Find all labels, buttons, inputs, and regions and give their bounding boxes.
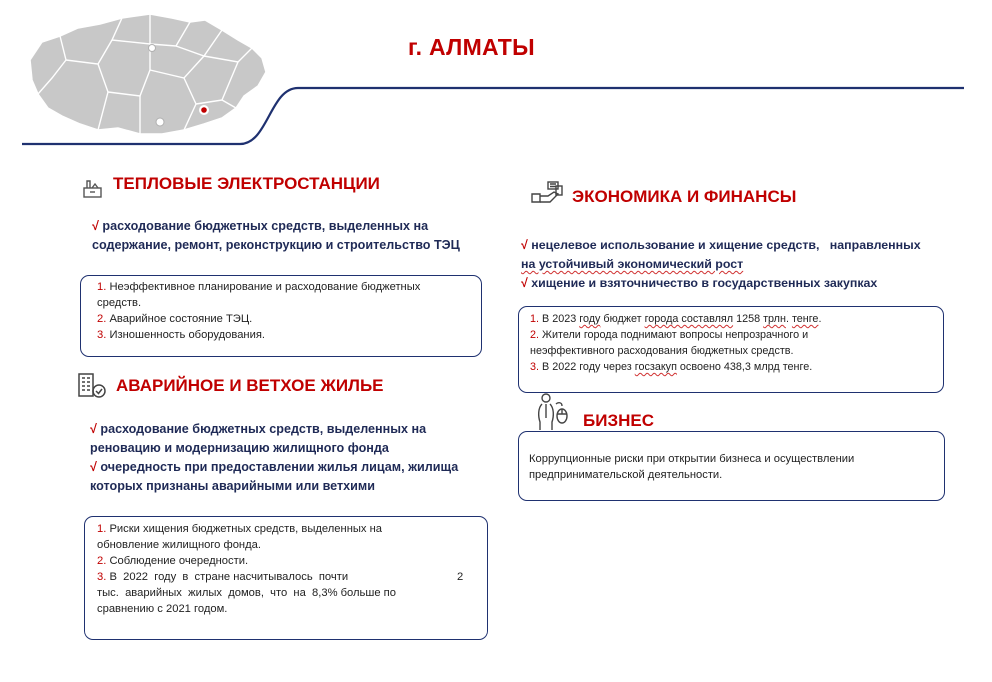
business-risk-box: Коррупционные риски при открытии бизнеса и осуществлении предпринимательской деятельности. — [518, 431, 945, 501]
tpp-bullets: √ расходование бюджетных средств, выделенных на содержание, ремонт, реконструкцию и строительство ТЭЦ — [92, 219, 460, 252]
building-check-icon — [77, 371, 107, 399]
section-title-housing: АВАРИЙНОЕ И ВЕТХОЕ ЖИЛЬЕ — [116, 376, 384, 395]
section-title-tpp: ТЕПЛОВЫЕ ЭЛЕКТРОСТАНЦИИ — [113, 174, 380, 193]
tpp-bullet-line1: расходование бюджетных средств, выделенных на — [102, 219, 429, 233]
section-title-business: БИЗНЕС — [583, 411, 654, 430]
tpp-bullet-line2: содержание, ремонт, реконструкцию и строительство ТЭЦ — [92, 238, 460, 252]
economy-bullets: √ нецелевое использование и хищение средств, направленных на устойчивый экономический рост √ хищение и взяточничество в государственных закупках — [521, 238, 921, 290]
page-title: г. АЛМАТЫ — [408, 34, 535, 60]
kazakhstan-map-icon — [30, 14, 266, 134]
header-graphic — [0, 0, 992, 160]
money-hand-icon — [530, 180, 564, 206]
economy-risk-box: 1. В 2023 году бюджет города составлял 1258 трлн. тенге. 2. Жители города поднимают вопросы непрозрачного и неэффективного расходования бюджетных средств. 3. В 2022 году через госзакуп освоено 438,3 млрд тенге. — [518, 306, 944, 393]
person-mouse-icon — [534, 392, 570, 432]
housing-bullets: √ расходование бюджетных средств, выделенных на реновацию и модернизацию жилищного фонда √ очередность при предоставлении жилья лицам, жилища которых признаны аварийными или ветхими — [90, 422, 459, 493]
power-plant-icon — [82, 178, 104, 200]
housing-risk-box: 1. Риски хищения бюджетных средств, выделенных на обновление жилищного фонда. 2. Соблюдение очередности. 3. В 2022 году в стране насчитывалось почти 2 тыс. аварийных жилых домов, что на 8,3% больше по сравнению с 2021 годом. — [84, 516, 488, 640]
section-title-economy: ЭКОНОМИКА И ФИНАНСЫ — [572, 187, 797, 206]
tpp-risk-box: 1. Неэффективное планирование и расходование бюджетных средств. 2. Аварийное состояние ТЭЦ. 3. Изношенность оборудования. — [80, 275, 482, 357]
